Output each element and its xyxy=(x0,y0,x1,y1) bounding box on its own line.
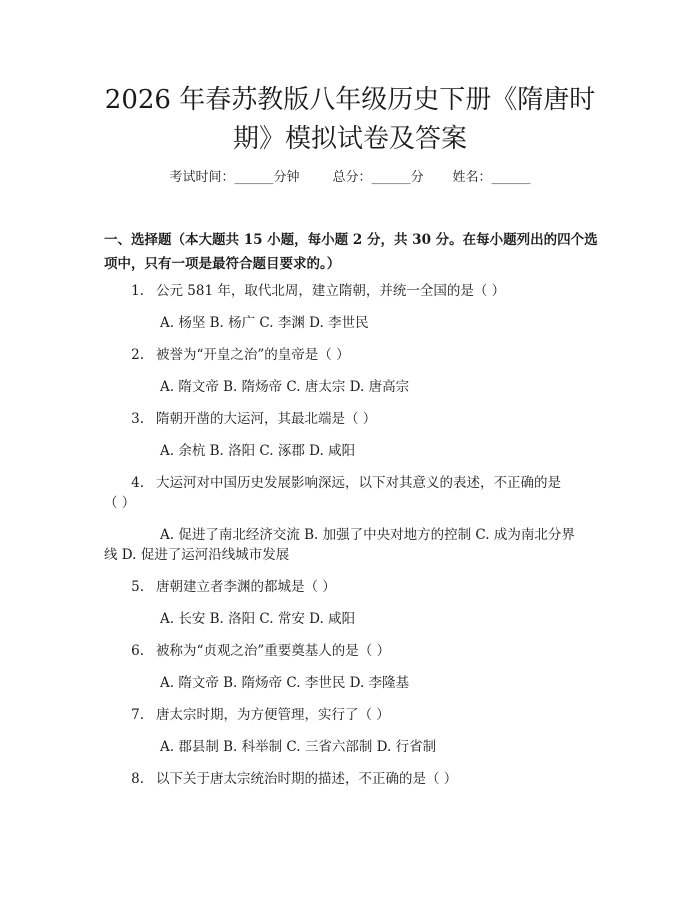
question-7-options: A. 郡县制 B. 科举制 C. 三省六部制 D. 行省制 xyxy=(160,739,437,755)
question-number: 1. xyxy=(131,283,144,299)
time-unit: 分钟 xyxy=(273,170,300,185)
question-3-options: A. 余杭 B. 洛阳 C. 涿郡 D. 咸阳 xyxy=(160,443,356,459)
question-text: 隋朝开凿的大运河，其最北端是（ ） xyxy=(156,411,377,427)
question-1-options: A. 杨坚 B. 杨广 C. 李渊 D. 李世民 xyxy=(160,315,369,331)
question-number: 4. xyxy=(131,475,144,491)
time-blank: ______ xyxy=(234,170,274,185)
question-4-options-continued: 线 D. 促进了运河沿线城市发展 xyxy=(104,547,290,563)
question-number: 6. xyxy=(131,643,144,659)
question-text: 公元 581 年，取代北周，建立隋朝，并统一全国的是（ ） xyxy=(156,283,506,299)
question-number: 8. xyxy=(131,771,144,787)
exam-title-line-1: 2026 年春苏教版八年级历史下册《隋唐时 xyxy=(104,85,596,115)
exam-title-line-2: 期》模拟试卷及答案 xyxy=(232,124,467,154)
section-heading-line-1: 一、选择题（本大题共 15 小题，每小题 2 分，共 30 分。在每小题列出的四个选 xyxy=(104,232,598,248)
section-heading xyxy=(104,228,604,276)
question-text: 以下关于唐太宗统治时期的描述，不正确的是（ ） xyxy=(156,771,458,787)
question-4-options: A. 促进了南北经济交流 B. 加强了中央对地方的控制 C. 成为南北分界 xyxy=(160,527,575,543)
question-text: 被誉为“开皇之治”的皇帝是（ ） xyxy=(156,347,350,363)
score-blank: ______ xyxy=(371,170,411,185)
question-text: 唐朝建立者李渊的都城是（ ） xyxy=(156,579,336,595)
section-heading-line-2: 项中，只有一项是最符合题目要求的。） xyxy=(104,256,341,272)
question-number: 2. xyxy=(131,347,144,363)
question-text: 被称为“贞观之治”重要奠基人的是（ ） xyxy=(156,643,391,659)
name-blank: ______ xyxy=(491,170,531,185)
question-text: 大运河对中国历史发展影响深远，以下对其意义的表述，不正确的是 xyxy=(156,475,561,491)
score-unit: 分 xyxy=(410,170,424,185)
question-text: 唐太宗时期，为方便管理，实行了（ ） xyxy=(156,707,390,723)
time-label: 考试时间： xyxy=(169,170,235,185)
question-6-options: A. 隋文帝 B. 隋炀帝 C. 李世民 D. 李隆基 xyxy=(160,675,410,691)
score-label: 总分： xyxy=(332,170,372,185)
question-4-text-continued: （ ） xyxy=(104,495,136,511)
name-label: 姓名： xyxy=(452,170,492,185)
question-number: 5. xyxy=(131,579,144,595)
question-number: 3. xyxy=(131,411,144,427)
question-number: 7. xyxy=(131,707,144,723)
question-2-options: A. 隋文帝 B. 隋炀帝 C. 唐太宗 D. 唐高宗 xyxy=(160,379,410,395)
exam-info-row xyxy=(0,168,700,188)
question-5-options: A. 长安 B. 洛阳 C. 常安 D. 咸阳 xyxy=(160,611,356,627)
